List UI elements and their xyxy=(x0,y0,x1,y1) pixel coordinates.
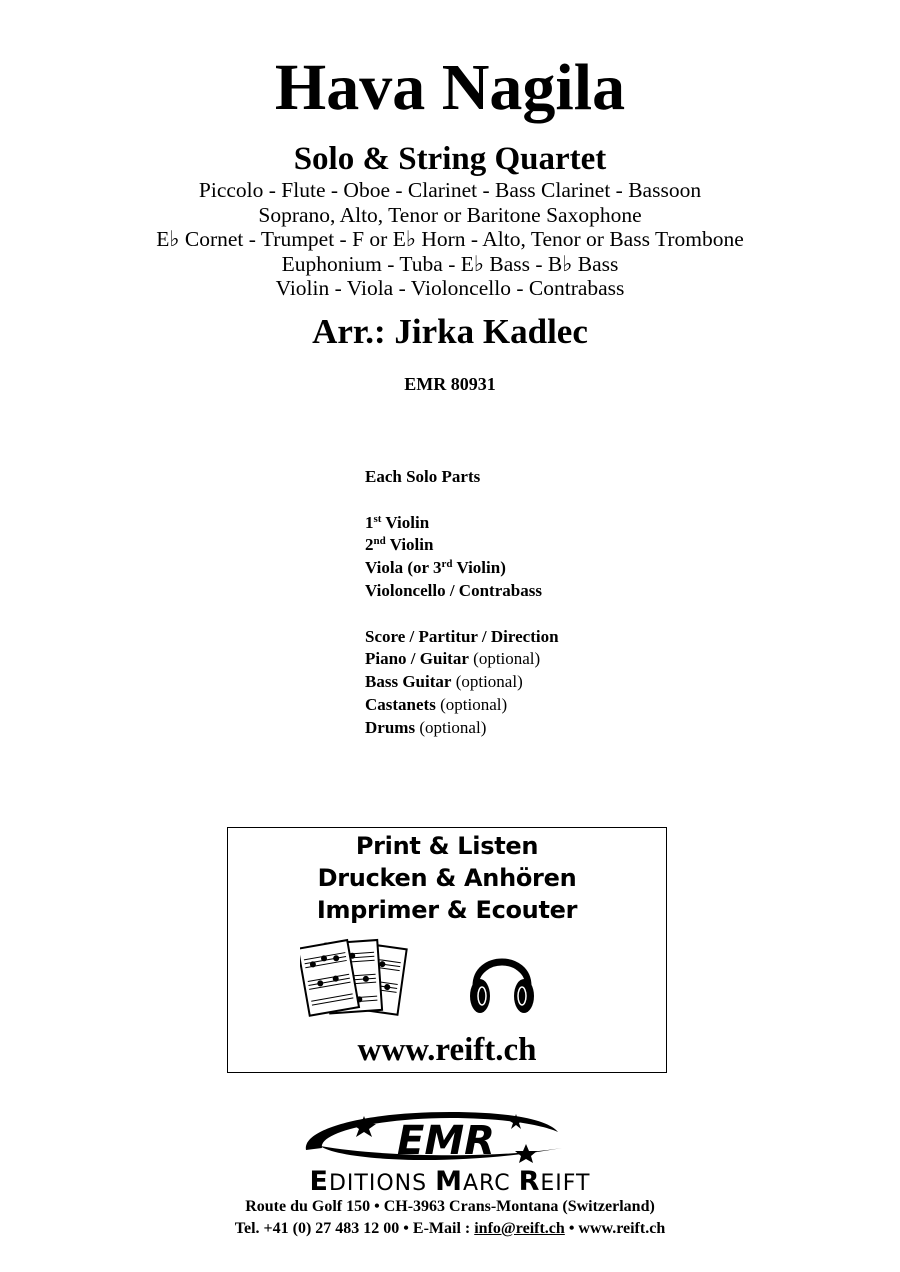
contact-line: Tel. +41 (0) 27 483 12 00 • E-Mail : info@reift.ch • www.reift.ch xyxy=(234,1220,666,1237)
part-viola: Viola (or 3rd Violin) xyxy=(365,558,506,578)
instrument-list xyxy=(0,178,900,301)
address-line: Route du Golf 150 • CH-3963 Crans-Montana (Switzerland) xyxy=(245,1198,655,1215)
promo-line-english: Print & Listen xyxy=(355,832,539,860)
part-drums: Drums (optional) xyxy=(365,717,487,737)
subtitle: Solo & String Quartet xyxy=(293,141,607,177)
print-listen-box xyxy=(227,827,667,1073)
email-link[interactable]: info@reift.ch xyxy=(474,1220,565,1237)
part-violin-1: 1st Violin xyxy=(365,512,430,532)
part-violin-2: 2nd Violin xyxy=(365,535,434,555)
publisher-name: EDITIONS MARC REIFT xyxy=(309,1166,591,1197)
promo-website[interactable]: www.reift.ch xyxy=(357,1032,537,1068)
parts-list xyxy=(365,466,559,740)
instrument-line: Euphonium - Tuba - E♭ Bass - B♭ Bass xyxy=(281,251,619,276)
part-castanets: Castanets (optional) xyxy=(365,694,508,714)
publisher-address xyxy=(0,1196,900,1240)
part-score: Score / Partitur / Direction xyxy=(365,626,559,646)
sheet-music-icon xyxy=(300,936,412,1022)
parts-heading: Each Solo Parts xyxy=(365,467,481,486)
headphones-icon xyxy=(466,940,538,1020)
emr-logo xyxy=(300,1108,600,1170)
promo-line-german: Drucken & Anhören xyxy=(317,864,577,892)
edition-number: EMR 80931 xyxy=(404,374,496,394)
promo-line-french: Imprimer & Ecouter xyxy=(316,896,578,924)
logo-text: EMR xyxy=(397,1118,495,1164)
part-cello: Violoncello / Contrabass xyxy=(365,580,542,600)
arranger: Arr.: Jirka Kadlec xyxy=(312,312,588,351)
instrument-line: Piccolo - Flute - Oboe - Clarinet - Bass Clarinet - Bassoon xyxy=(198,178,702,202)
instrument-line: Violin - Viola - Violoncello - Contrabass xyxy=(275,276,625,301)
instrument-line: E♭ Cornet - Trumpet - F or E♭ Horn - Alto, Tenor or Bass Trombone xyxy=(156,227,744,252)
part-piano-guitar: Piano / Guitar (optional) xyxy=(365,649,541,669)
part-bass-guitar: Bass Guitar (optional) xyxy=(365,672,523,692)
page-title: Hava Nagila xyxy=(274,51,626,124)
instrument-line: Soprano, Alto, Tenor or Baritone Saxophone xyxy=(258,202,642,227)
